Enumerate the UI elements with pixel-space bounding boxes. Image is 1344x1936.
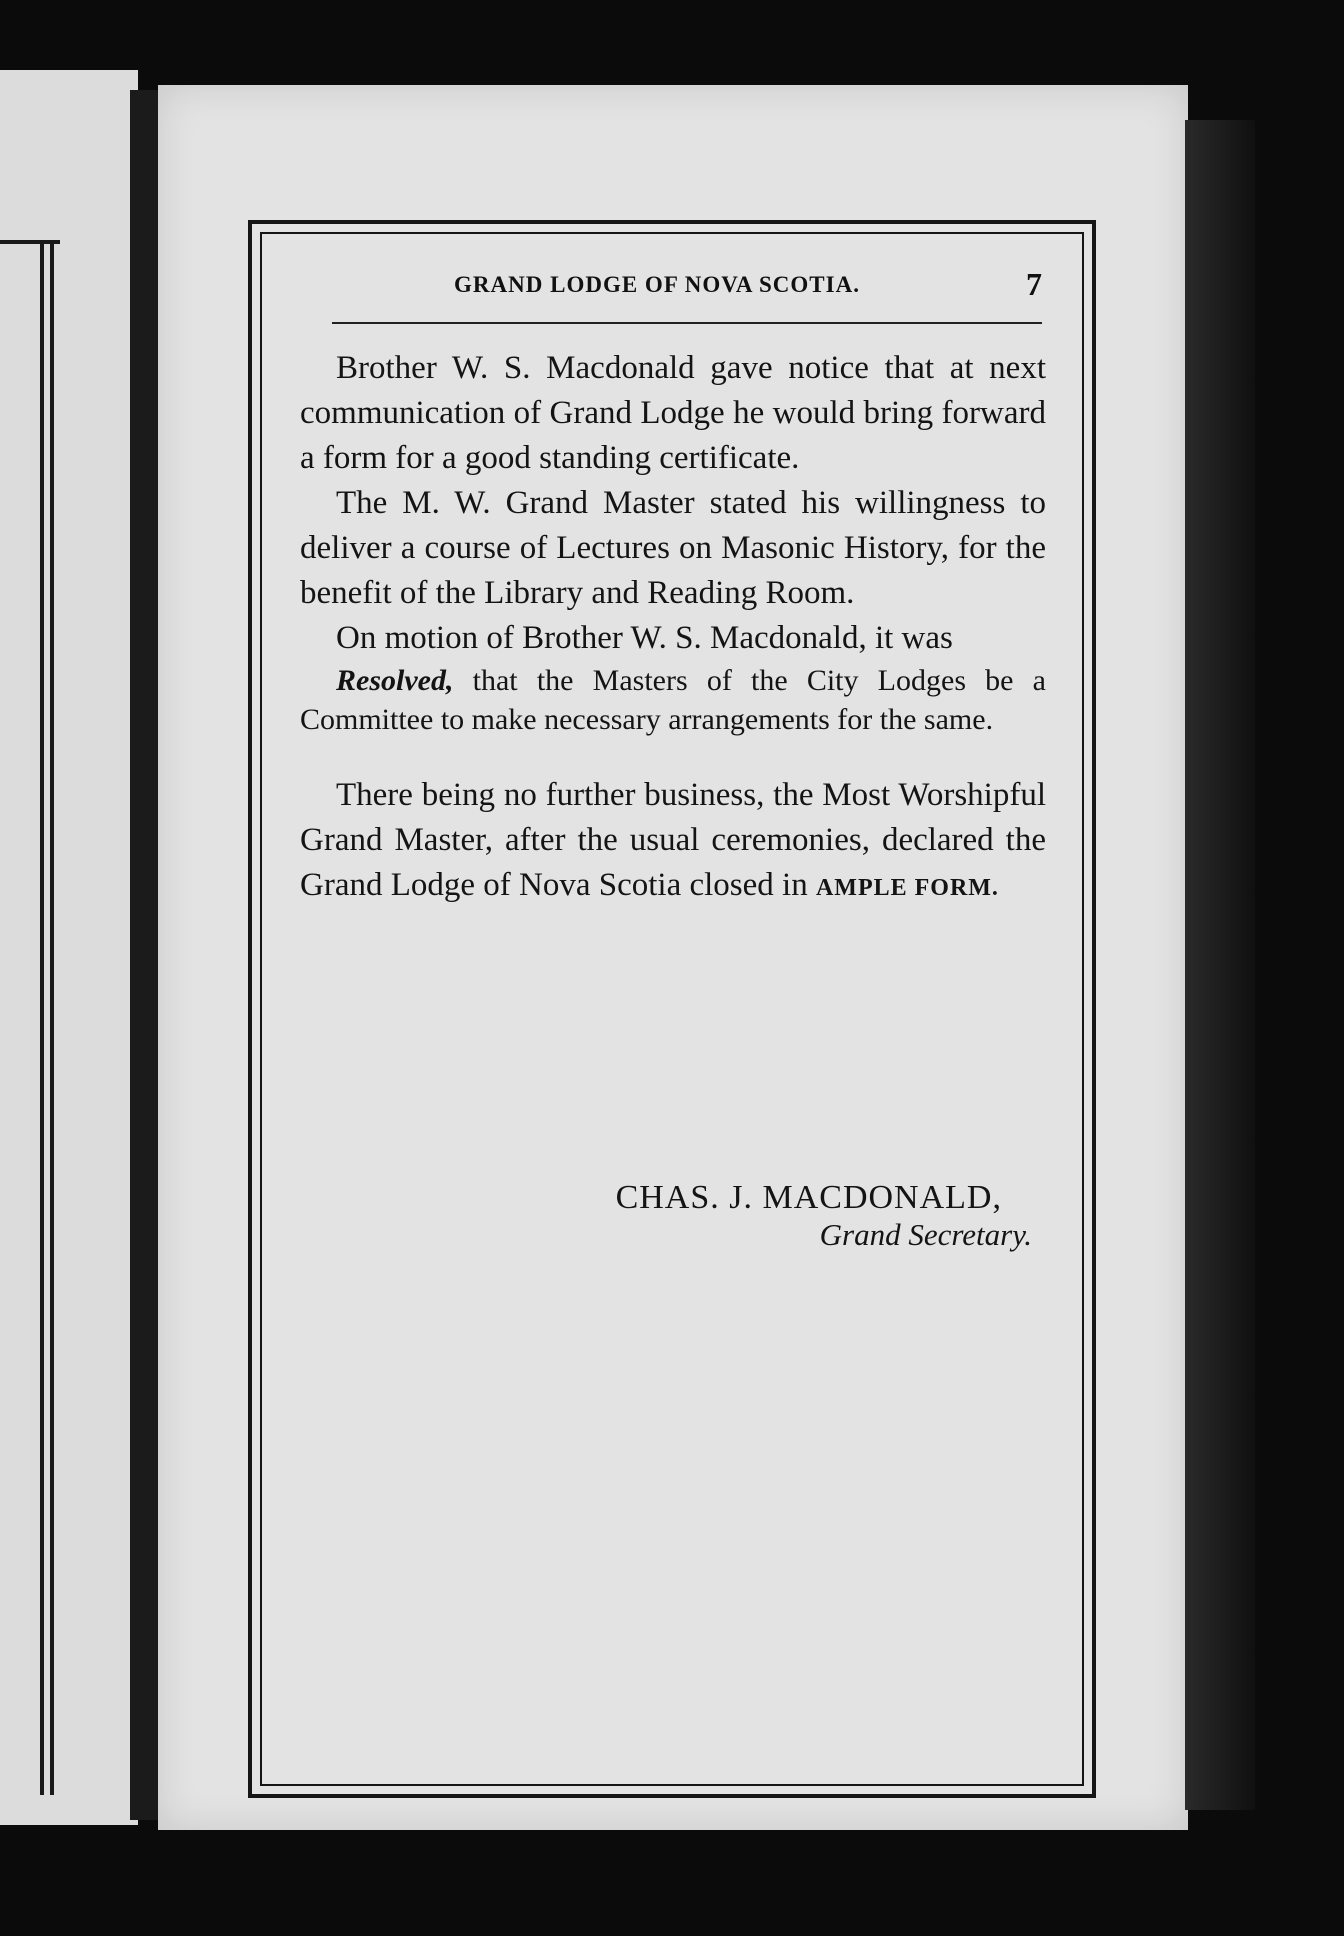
page-header [332,266,1042,312]
signature-title: Grand Secretary. [819,1217,1032,1252]
paragraph-resolution [300,661,1046,739]
page-border-frame [248,220,1096,1798]
page-number: 7 [1026,266,1042,302]
paragraph-closing [300,773,1046,911]
body-text [300,346,1046,911]
left-page-border-inner [40,240,44,1795]
book-page [158,85,1188,1830]
paragraph-lectures: The M. W. Grand Master stated his willingness to deliver a course of Lectures on Masonic History, for the benefit of the Library and Reading Room. [300,485,1046,611]
left-page-border-top [0,240,60,244]
paragraph-notice: Brother W. S. Macdonald gave notice that at next communication of Grand Lodge he would bring forward a form for a good standing certificate. [300,350,1046,476]
paragraph-motion: On motion of Brother W. S. Macdonald, it was [336,620,953,656]
running-head: GRAND LODGE OF NOVA SCOTIA. [454,272,860,297]
header-rule [332,322,1042,324]
signature-block [615,1179,1032,1253]
book-gutter [130,90,160,1820]
left-page-border [50,240,54,1795]
closing-text: There being no further business, the Most Worshipful Grand Master, after the usual ceremonies, declared the Grand Lodge of Nova Scotia closed in [300,777,1046,903]
signature-name: CHAS. J. MACDONALD, [615,1179,1002,1216]
page-edge-shadow [1185,120,1255,1810]
ample-form: AMPLE FORM. [815,875,999,901]
resolution-text: that the Masters of the City Lodges be a Committee to make necessary arrangements for the same. [300,664,1046,736]
left-facing-page [0,70,138,1825]
page-border-inner [260,232,1084,1786]
resolved-label: Resolved, [336,664,454,697]
